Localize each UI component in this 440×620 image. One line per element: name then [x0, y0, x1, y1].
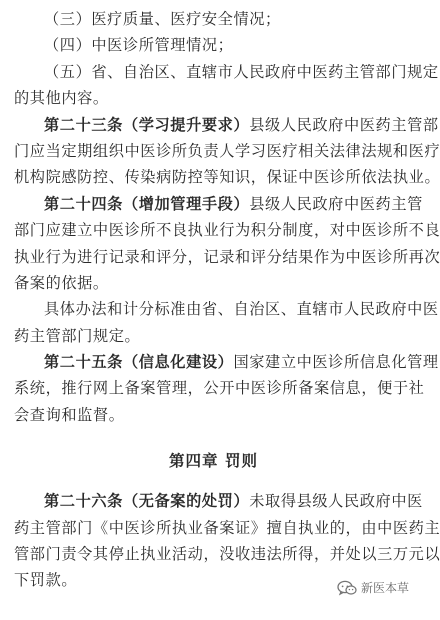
- item-3: （三）医疗质量、医疗安全情况；: [44, 10, 281, 28]
- article-26-line-4: 下罚款。: [14, 571, 78, 590]
- article-26-text: 未取得县级人民政府中医: [249, 492, 423, 511]
- article-23-number: 第二十三条: [44, 115, 123, 134]
- watermark-label: 新医本草: [360, 581, 409, 595]
- article-25-line-3: 会查询和监督。: [14, 405, 125, 424]
- article-24-para-2-line-1: 具体办法和计分标准由省、自治区、直辖市人民政府中医: [44, 300, 439, 319]
- article-26-number: 第二十六条: [44, 492, 123, 511]
- article-25-number: 第二十五条: [44, 353, 123, 372]
- article-24-para-2-line-2: 药主管部门规定。: [14, 326, 141, 345]
- article-24-number: 第二十四条: [44, 194, 123, 213]
- article-26-line-3: 管部门责令其停止执业活动，没收违法所得，并处以三万元以: [14, 545, 440, 564]
- article-24-line-1: [14, 191, 423, 217]
- article-23-title: （学习提升要求）: [122, 115, 250, 134]
- item-4: （四）中医诊所管理情况；: [44, 36, 234, 55]
- article-24-line-4: 备案的依据。: [14, 273, 109, 292]
- article-25-text: 国家建立中医诊所信息化管理: [233, 353, 439, 372]
- article-25-line-1: [14, 349, 439, 375]
- item-5-line-1: （五）省、自治区、直辖市人民政府中医药主管部门规定: [44, 62, 439, 81]
- article-24-title: （增加管理手段）: [122, 194, 250, 213]
- article-26-line-1: [14, 488, 423, 514]
- article-24-line-2: 部门应建立中医诊所不良执业行为积分制度，对中医诊所不良: [14, 221, 440, 240]
- article-24-line-3: 执业行为进行记录和评分，记录和评分结果作为中医诊所再次: [14, 247, 440, 266]
- article-23-line-3: 机构院感防控、传染病防控等知识，保证中医诊所依法执业。: [14, 168, 440, 187]
- item-5-line-2: 的其他内容。: [14, 89, 109, 108]
- watermark: [337, 579, 409, 596]
- article-23-text: 县级人民政府中医药主管部: [249, 115, 439, 134]
- article-25-title: （信息化建设）: [122, 353, 234, 372]
- article-23-line-2: 门应当定期组织中医诊所负责人学习医疗相关法律法规和医疗: [14, 141, 440, 160]
- article-26-line-2: 药主管部门《中医诊所执业备案证》擅自执业的，由中医药主: [14, 518, 440, 537]
- article-25-line-2: 系统，推行网上备案管理，公开中医诊所备案信息，便于社: [14, 379, 425, 398]
- article-23-line-1: [14, 112, 439, 138]
- chapter-heading: 第四章 罚则: [169, 451, 258, 471]
- article-26-title: （无备案的处罚）: [122, 492, 250, 511]
- wechat-icon: [337, 580, 357, 596]
- article-24-text: 县级人民政府中医药主管: [249, 194, 423, 213]
